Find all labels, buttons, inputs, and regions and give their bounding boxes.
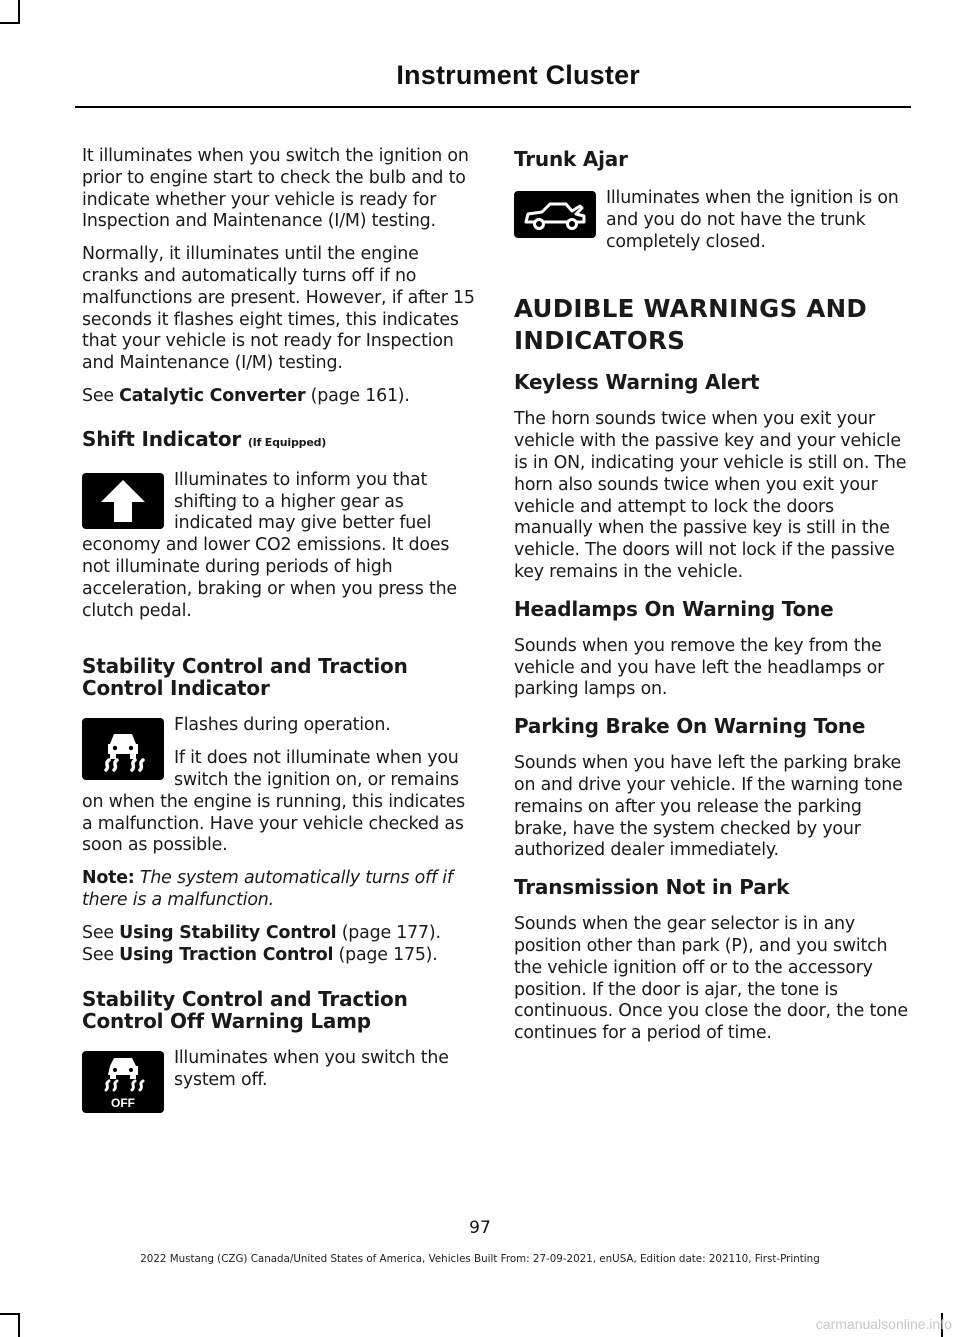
paragraph: Sounds when you have left the parking brake on and drive your vehicle. If the warning tone remains on after you release the parking brake, have the system checked by your authorized dealer immediately. (514, 753, 903, 861)
note-label: Note: (82, 868, 135, 889)
paragraph: Illuminates when the ignition is on and you do not have the trunk completely closed. (606, 188, 899, 252)
paragraph: Sounds when the gear selector is in any position other than park (P), and you switch the vehicle ignition off or to the accessory position. If the door is ajar, the tone is continuous. Once you close the door, the tone continues for a period of time. (514, 914, 908, 1044)
paragraph: Flashes during operation. (174, 715, 391, 736)
stability-control-off-icon (82, 1051, 164, 1113)
crop-mark (18, 0, 20, 24)
crop-mark (0, 1313, 20, 1315)
paragraph: It illuminates when you switch the ignition on prior to engine start to check the bulb and to indicate whether your vehicle is ready for Inspection and Maintenance (I/M) testing. (82, 146, 469, 232)
section-heading-trunk-ajar: Trunk Ajar (514, 147, 628, 171)
trunk-ajar-icon (514, 191, 596, 238)
footer-text: 2022 Mustang (CZG) Canada/United States of America, Vehicles Built From: 27-09-2021, enUSA, Edition date: 202110, First-Printing (140, 1253, 820, 1265)
section-heading-keyless-warning: Keyless Warning Alert (514, 370, 760, 395)
shift-up-arrow-icon (82, 473, 164, 529)
link-catalytic-converter[interactable]: Catalytic Converter (119, 385, 306, 406)
paragraph: Illuminates to inform you that shifting to a higher gear as indicated may give better fuel economy and lower CO2 emissions. It does not illuminate during periods of high acceleration, braking or when you press the clutch pedal. (82, 469, 457, 621)
header-rule (75, 106, 911, 108)
page-number: 97 (469, 1218, 491, 1238)
off-icon-label: OFF (111, 1096, 135, 1111)
note: Note: The system automatically turns off if there is a malfunction. (82, 868, 453, 910)
link-using-traction-control[interactable]: Using Traction Control (119, 944, 334, 965)
stability-control-icon (82, 718, 164, 780)
link-using-stability-control[interactable]: Using Stability Control (119, 922, 337, 943)
crop-mark (0, 22, 20, 24)
cross-reference: See Using Traction Control (page 175). (82, 944, 438, 965)
paragraph: Sounds when you remove the key from the vehicle and you have left the headlamps or parking lamps on. (514, 635, 885, 700)
section-heading-stability-control: Stability Control and Traction Control Indicator (82, 654, 408, 701)
section-heading-shift-indicator: Shift Indicator (If Equipped) (82, 426, 327, 451)
left-column (82, 146, 476, 1119)
section-heading-audible-warnings: AUDIBLE WARNINGS AND INDICATORS (514, 294, 868, 356)
watermark: carmanualsonline.info (815, 1316, 952, 1332)
section-heading-headlamps-warning: Headlamps On Warning Tone (514, 596, 834, 621)
cross-reference: See Using Stability Control (page 177). (82, 922, 441, 943)
paragraph: The horn sounds twice when you exit your vehicle with the passive key and your vehicle is in ON, indicating your vehicle is still on. The horn also sounds twice when you exit your vehicle and attempt to lock the doors manually when the passive key is still in the vehicle. The doors will not lock if the passive key remains in the vehicle. (514, 409, 907, 582)
page-title: Instrument Cluster (396, 60, 640, 90)
section-heading-stability-control-off: Stability Control and Traction Control Off Warning Lamp (82, 987, 408, 1034)
paragraph: Normally, it illuminates until the engine cranks and automatically turns off if no malfunctions are present. However, if after 15 seconds it flashes eight times, this indicates that your vehicle is not ready for Inspection and Maintenance (I/M) testing. (82, 244, 475, 374)
paragraph: If it does not illuminate when you switch the ignition on, or remains on when the engine is running, this indicates a malfunction. Have your vehicle checked as soon as possible. (82, 748, 465, 856)
if-equipped-tag: (If Equipped) (247, 435, 327, 449)
paragraph: Illuminates when you switch the system off. (174, 1048, 449, 1091)
section-heading-parking-brake-warning: Parking Brake On Warning Tone (514, 714, 866, 739)
crop-mark (18, 1313, 20, 1337)
cross-reference: See Catalytic Converter (page 161). (82, 385, 410, 406)
section-heading-transmission-not-in-park: Transmission Not in Park (514, 875, 790, 900)
right-column (514, 146, 908, 1056)
